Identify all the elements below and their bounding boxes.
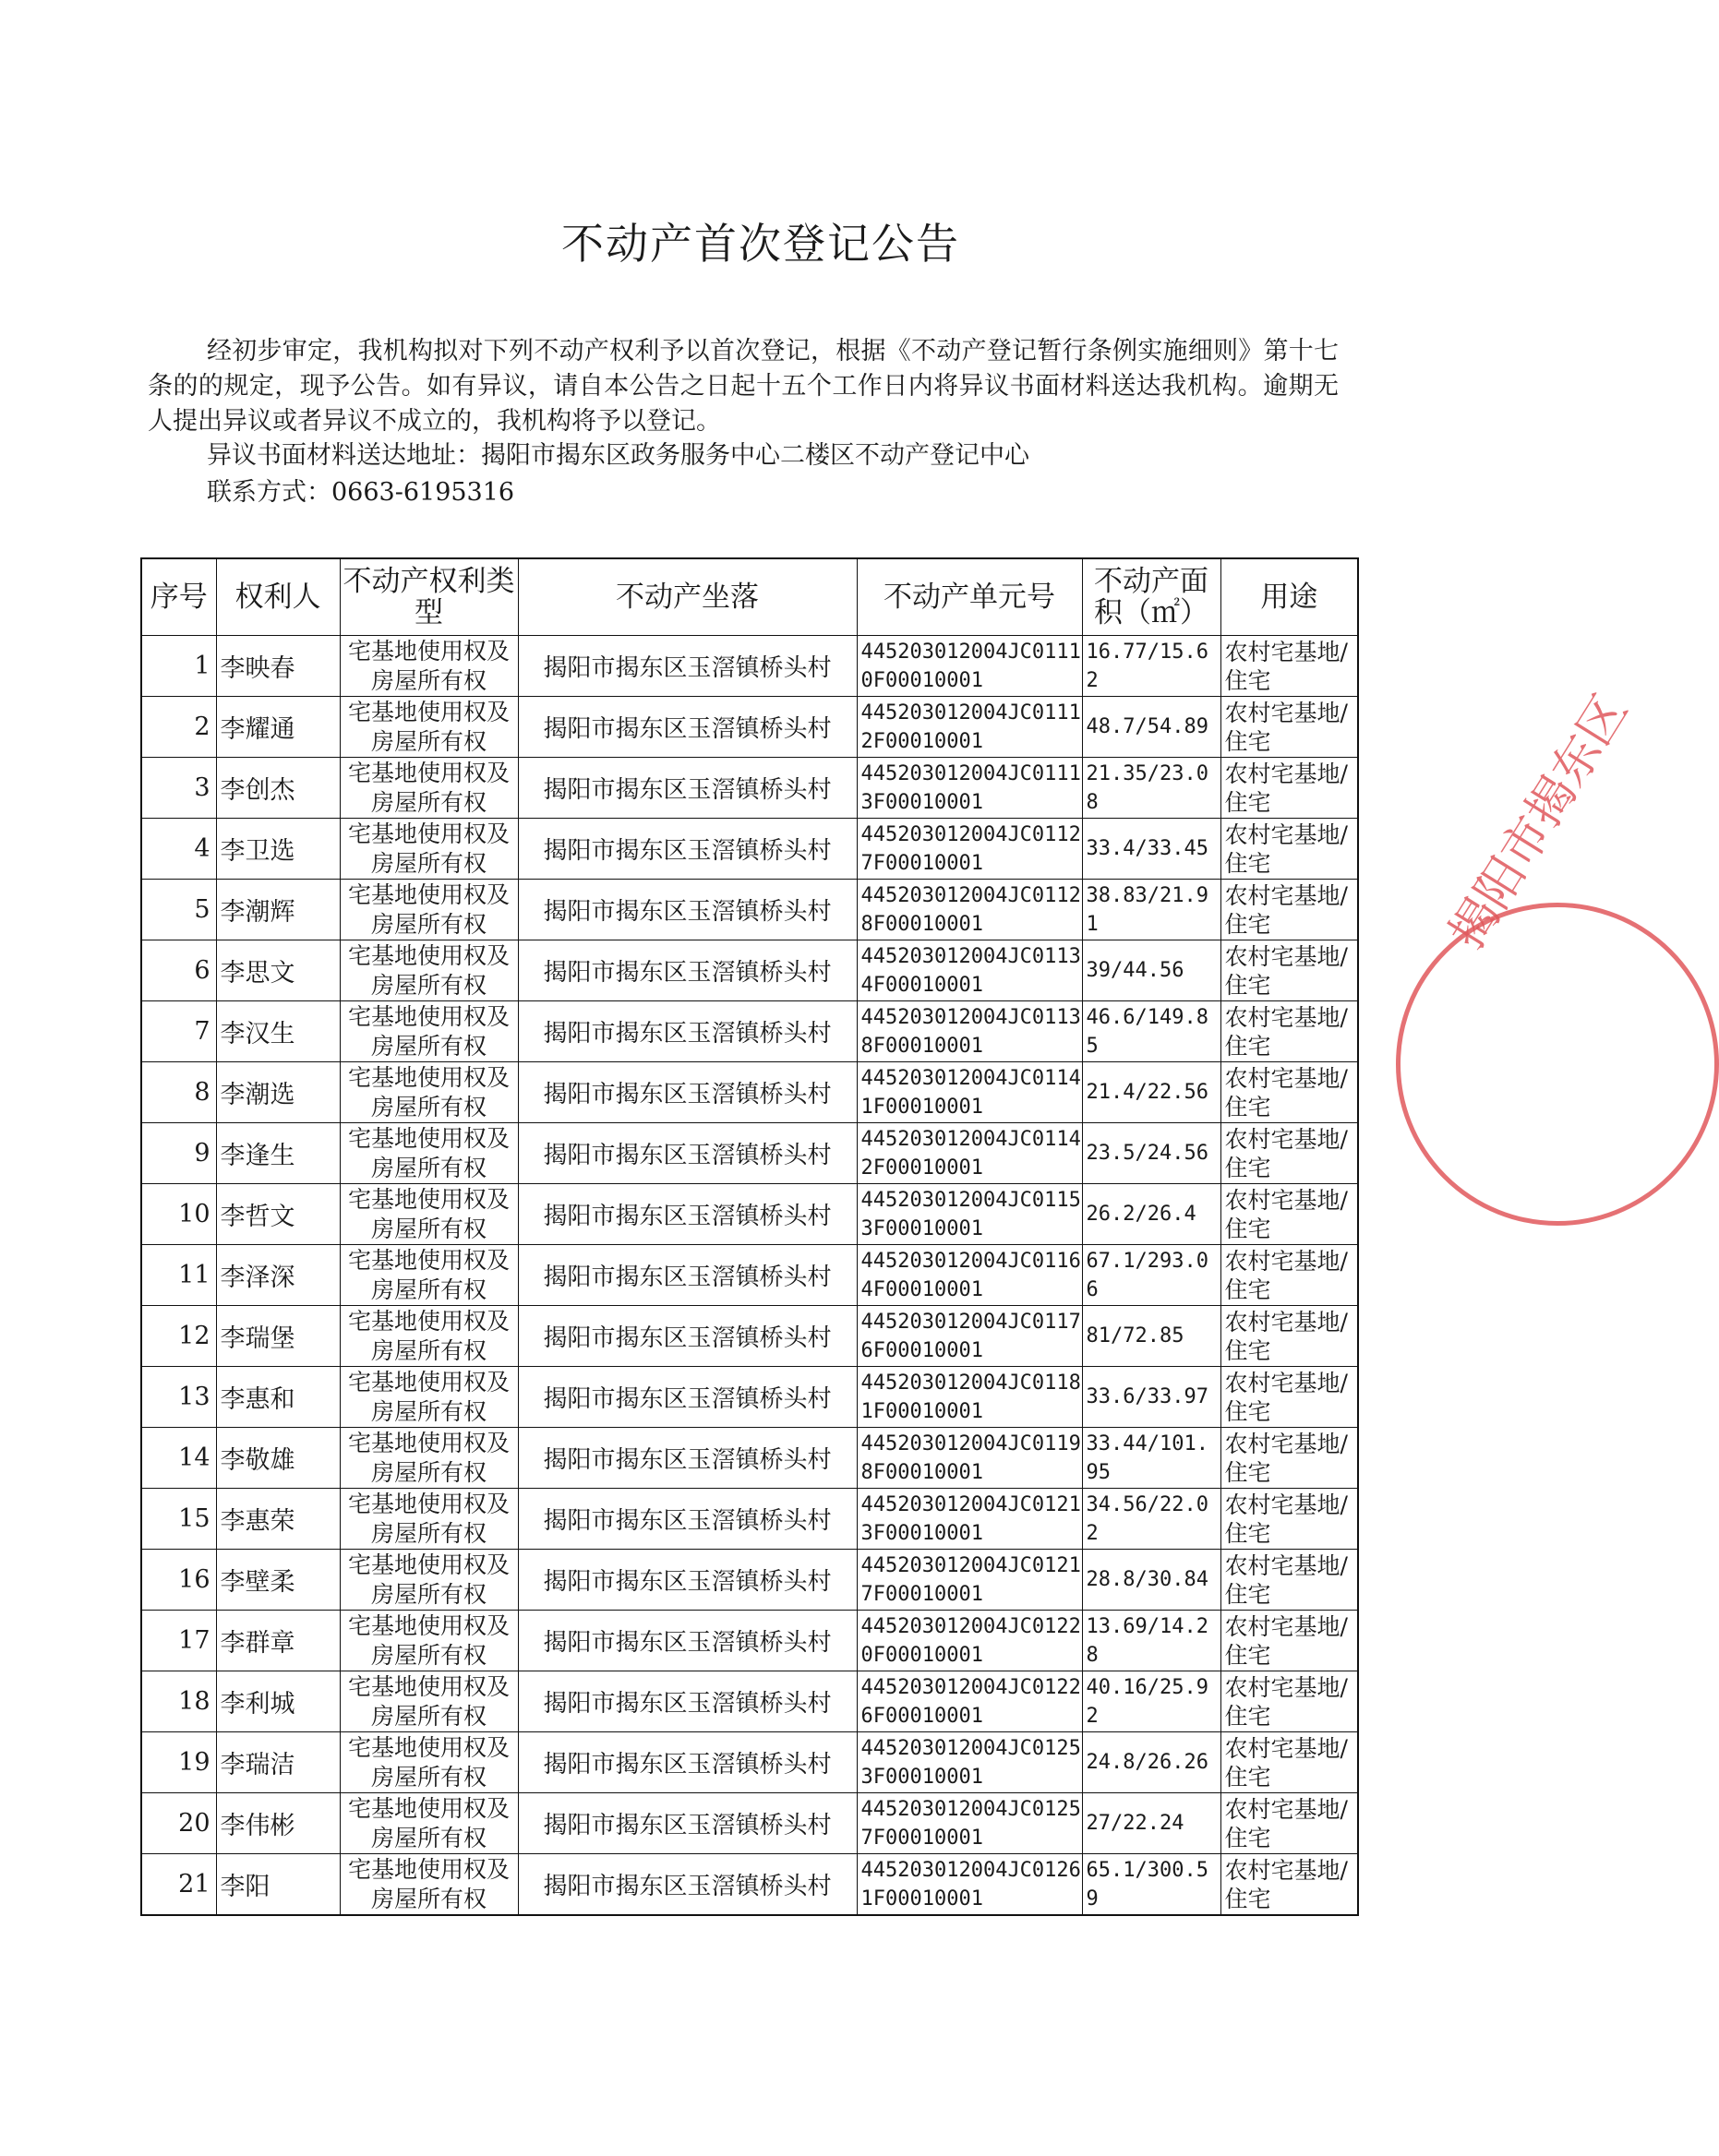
cell-right-type: 宅基地使用权及房屋所有权 [340,636,518,697]
cell-location: 揭阳市揭东区玉滘镇桥头村 [518,1854,857,1916]
cell-area: 34.56/22.02 [1082,1489,1220,1550]
cell-holder: 李创杰 [216,758,340,819]
cell-area: 48.7/54.89 [1082,697,1220,758]
cell-right-type: 宅基地使用权及房屋所有权 [340,697,518,758]
cell-use: 农村宅基地/住宅 [1220,1489,1358,1550]
cell-area: 67.1/293.06 [1082,1245,1220,1306]
table-row [141,1001,1358,1062]
table-row [141,1489,1358,1550]
table-row [141,1611,1358,1671]
cell-no: 20 [141,1793,216,1854]
table-header-row [141,558,1358,636]
cell-area: 23.5/24.56 [1082,1123,1220,1184]
table-row [141,636,1358,697]
cell-use: 农村宅基地/住宅 [1220,1793,1358,1854]
cell-location: 揭阳市揭东区玉滘镇桥头村 [518,1793,857,1854]
header-area: 不动产面积（㎡） [1082,558,1220,636]
cell-use: 农村宅基地/住宅 [1220,819,1358,880]
table-body [141,636,1358,1916]
cell-area: 81/72.85 [1082,1306,1220,1367]
cell-right-type: 宅基地使用权及房屋所有权 [340,1854,518,1916]
cell-no: 16 [141,1550,216,1611]
cell-unit-no: 445203012004JC01142F00010001 [857,1123,1082,1184]
cell-no: 15 [141,1489,216,1550]
cell-location: 揭阳市揭东区玉滘镇桥头村 [518,940,857,1001]
table-row [141,1732,1358,1793]
cell-holder: 李卫选 [216,819,340,880]
cell-use: 农村宅基地/住宅 [1220,1854,1358,1916]
cell-holder: 李惠和 [216,1367,340,1428]
cell-location: 揭阳市揭东区玉滘镇桥头村 [518,1062,857,1123]
cell-no: 6 [141,940,216,1001]
cell-no: 10 [141,1184,216,1245]
cell-unit-no: 445203012004JC01128F00010001 [857,880,1082,940]
cell-right-type: 宅基地使用权及房屋所有权 [340,1793,518,1854]
cell-right-type: 宅基地使用权及房屋所有权 [340,1245,518,1306]
cell-right-type: 宅基地使用权及房屋所有权 [340,1428,518,1489]
cell-use: 农村宅基地/住宅 [1220,1428,1358,1489]
cell-holder: 李映春 [216,636,340,697]
table-row [141,1854,1358,1916]
cell-unit-no: 445203012004JC01181F00010001 [857,1367,1082,1428]
cell-area: 13.69/14.28 [1082,1611,1220,1671]
cell-holder: 李汉生 [216,1001,340,1062]
header-unit-no: 不动产单元号 [857,558,1082,636]
cell-unit-no: 445203012004JC01138F00010001 [857,1001,1082,1062]
cell-holder: 李瑞堡 [216,1306,340,1367]
cell-right-type: 宅基地使用权及房屋所有权 [340,1062,518,1123]
cell-holder: 李壁柔 [216,1550,340,1611]
cell-use: 农村宅基地/住宅 [1220,697,1358,758]
cell-right-type: 宅基地使用权及房屋所有权 [340,1367,518,1428]
cell-location: 揭阳市揭东区玉滘镇桥头村 [518,1732,857,1793]
official-seal [1396,903,1719,1226]
cell-holder: 李阳 [216,1854,340,1916]
cell-location: 揭阳市揭东区玉滘镇桥头村 [518,1550,857,1611]
cell-unit-no: 445203012004JC01226F00010001 [857,1671,1082,1732]
header-no: 序号 [141,558,216,636]
table-row [141,1062,1358,1123]
table-row [141,758,1358,819]
cell-unit-no: 445203012004JC01112F00010001 [857,697,1082,758]
cell-unit-no: 445203012004JC01113F00010001 [857,758,1082,819]
cell-use: 农村宅基地/住宅 [1220,636,1358,697]
cell-area: 40.16/25.92 [1082,1671,1220,1732]
cell-no: 5 [141,880,216,940]
contact-info: 联系方式：0663-6195316 [207,478,515,507]
table-row [141,697,1358,758]
header-location: 不动产坐落 [518,558,857,636]
cell-use: 农村宅基地/住宅 [1220,1123,1358,1184]
cell-unit-no: 445203012004JC01110F00010001 [857,636,1082,697]
cell-area: 65.1/300.59 [1082,1854,1220,1916]
cell-holder: 李逢生 [216,1123,340,1184]
cell-location: 揭阳市揭东区玉滘镇桥头村 [518,1306,857,1367]
registration-table [140,557,1359,1916]
cell-right-type: 宅基地使用权及房屋所有权 [340,819,518,880]
cell-location: 揭阳市揭东区玉滘镇桥头村 [518,1489,857,1550]
cell-location: 揭阳市揭东区玉滘镇桥头村 [518,1184,857,1245]
cell-no: 14 [141,1428,216,1489]
cell-right-type: 宅基地使用权及房屋所有权 [340,1489,518,1550]
cell-use: 农村宅基地/住宅 [1220,1550,1358,1611]
objection-address: 异议书面材料送达地址：揭阳市揭东区政务服务中心二楼区不动产登记中心 [207,441,1029,470]
cell-right-type: 宅基地使用权及房屋所有权 [340,1550,518,1611]
cell-holder: 李潮辉 [216,880,340,940]
cell-right-type: 宅基地使用权及房屋所有权 [340,1732,518,1793]
cell-right-type: 宅基地使用权及房屋所有权 [340,1611,518,1671]
cell-unit-no: 445203012004JC01153F00010001 [857,1184,1082,1245]
cell-use: 农村宅基地/住宅 [1220,1306,1358,1367]
cell-unit-no: 445203012004JC01176F00010001 [857,1306,1082,1367]
cell-location: 揭阳市揭东区玉滘镇桥头村 [518,1367,857,1428]
cell-no: 4 [141,819,216,880]
cell-holder: 李敬雄 [216,1428,340,1489]
cell-unit-no: 445203012004JC01164F00010001 [857,1245,1082,1306]
table-row [141,1123,1358,1184]
table-row [141,1245,1358,1306]
cell-unit-no: 445203012004JC01213F00010001 [857,1489,1082,1550]
cell-area: 21.4/22.56 [1082,1062,1220,1123]
cell-use: 农村宅基地/住宅 [1220,1611,1358,1671]
cell-right-type: 宅基地使用权及房屋所有权 [340,1306,518,1367]
cell-right-type: 宅基地使用权及房屋所有权 [340,758,518,819]
cell-no: 18 [141,1671,216,1732]
cell-location: 揭阳市揭东区玉滘镇桥头村 [518,1671,857,1732]
table-row [141,1184,1358,1245]
cell-area: 46.6/149.85 [1082,1001,1220,1062]
cell-location: 揭阳市揭东区玉滘镇桥头村 [518,697,857,758]
header-use: 用途 [1220,558,1358,636]
cell-location: 揭阳市揭东区玉滘镇桥头村 [518,880,857,940]
cell-area: 39/44.56 [1082,940,1220,1001]
cell-no: 8 [141,1062,216,1123]
cell-area: 24.8/26.26 [1082,1732,1220,1793]
cell-use: 农村宅基地/住宅 [1220,1184,1358,1245]
cell-unit-no: 445203012004JC01198F00010001 [857,1428,1082,1489]
cell-location: 揭阳市揭东区玉滘镇桥头村 [518,636,857,697]
cell-area: 28.8/30.84 [1082,1550,1220,1611]
cell-unit-no: 445203012004JC01220F00010001 [857,1611,1082,1671]
cell-unit-no: 445203012004JC01261F00010001 [857,1854,1082,1916]
cell-location: 揭阳市揭东区玉滘镇桥头村 [518,1428,857,1489]
cell-use: 农村宅基地/住宅 [1220,940,1358,1001]
cell-right-type: 宅基地使用权及房屋所有权 [340,1184,518,1245]
cell-no: 11 [141,1245,216,1306]
table-row [141,1428,1358,1489]
cell-use: 农村宅基地/住宅 [1220,880,1358,940]
table-row [141,940,1358,1001]
cell-location: 揭阳市揭东区玉滘镇桥头村 [518,1245,857,1306]
cell-holder: 李群章 [216,1611,340,1671]
cell-unit-no: 445203012004JC01217F00010001 [857,1550,1082,1611]
intro-paragraph: 经初步审定，我机构拟对下列不动产权利予以首次登记，根据《不动产登记暂行条例实施细则》第十七条的的规定，现予公告。如有异议，请自本公告之日起十五个工作日内将异议书面材料送达我机构。逾期无人提出异议或者异议不成立的，我机构将予以登记。 [148,337,1339,436]
cell-area: 33.6/33.97 [1082,1367,1220,1428]
table-row [141,819,1358,880]
header-right-type: 不动产权利类型 [340,558,518,636]
cell-no: 9 [141,1123,216,1184]
cell-holder: 李思文 [216,940,340,1001]
page-title: 不动产首次登记公告 [561,219,960,269]
cell-area: 27/22.24 [1082,1793,1220,1854]
seal-text: 揭阳市揭东区 [1439,685,1640,959]
cell-no: 7 [141,1001,216,1062]
cell-use: 农村宅基地/住宅 [1220,1062,1358,1123]
cell-unit-no: 445203012004JC01257F00010001 [857,1793,1082,1854]
cell-holder: 李耀通 [216,697,340,758]
cell-right-type: 宅基地使用权及房屋所有权 [340,1001,518,1062]
cell-unit-no: 445203012004JC01141F00010001 [857,1062,1082,1123]
cell-no: 21 [141,1854,216,1916]
cell-area: 33.4/33.45 [1082,819,1220,880]
cell-no: 12 [141,1306,216,1367]
table-row [141,880,1358,940]
cell-no: 19 [141,1732,216,1793]
cell-holder: 李潮选 [216,1062,340,1123]
cell-use: 农村宅基地/住宅 [1220,1732,1358,1793]
cell-unit-no: 445203012004JC01253F00010001 [857,1732,1082,1793]
header-holder: 权利人 [216,558,340,636]
cell-area: 38.83/21.91 [1082,880,1220,940]
cell-use: 农村宅基地/住宅 [1220,1671,1358,1732]
cell-no: 17 [141,1611,216,1671]
table-row [141,1367,1358,1428]
cell-use: 农村宅基地/住宅 [1220,1367,1358,1428]
cell-no: 1 [141,636,216,697]
cell-no: 2 [141,697,216,758]
cell-area: 16.77/15.62 [1082,636,1220,697]
cell-location: 揭阳市揭东区玉滘镇桥头村 [518,819,857,880]
cell-area: 26.2/26.4 [1082,1184,1220,1245]
table-row [141,1793,1358,1854]
cell-location: 揭阳市揭东区玉滘镇桥头村 [518,1123,857,1184]
cell-area: 21.35/23.08 [1082,758,1220,819]
cell-holder: 李泽深 [216,1245,340,1306]
cell-use: 农村宅基地/住宅 [1220,758,1358,819]
cell-location: 揭阳市揭东区玉滘镇桥头村 [518,1611,857,1671]
cell-no: 3 [141,758,216,819]
cell-right-type: 宅基地使用权及房屋所有权 [340,940,518,1001]
cell-holder: 李伟彬 [216,1793,340,1854]
cell-location: 揭阳市揭东区玉滘镇桥头村 [518,758,857,819]
table-row [141,1550,1358,1611]
cell-area: 33.44/101.95 [1082,1428,1220,1489]
cell-right-type: 宅基地使用权及房屋所有权 [340,880,518,940]
cell-right-type: 宅基地使用权及房屋所有权 [340,1123,518,1184]
cell-location: 揭阳市揭东区玉滘镇桥头村 [518,1001,857,1062]
cell-holder: 李瑞洁 [216,1732,340,1793]
cell-holder: 李利城 [216,1671,340,1732]
cell-right-type: 宅基地使用权及房屋所有权 [340,1671,518,1732]
cell-no: 13 [141,1367,216,1428]
cell-holder: 李惠荣 [216,1489,340,1550]
cell-use: 农村宅基地/住宅 [1220,1001,1358,1062]
table-row [141,1306,1358,1367]
cell-unit-no: 445203012004JC01134F00010001 [857,940,1082,1001]
table-row [141,1671,1358,1732]
cell-use: 农村宅基地/住宅 [1220,1245,1358,1306]
cell-unit-no: 445203012004JC01127F00010001 [857,819,1082,880]
cell-holder: 李哲文 [216,1184,340,1245]
